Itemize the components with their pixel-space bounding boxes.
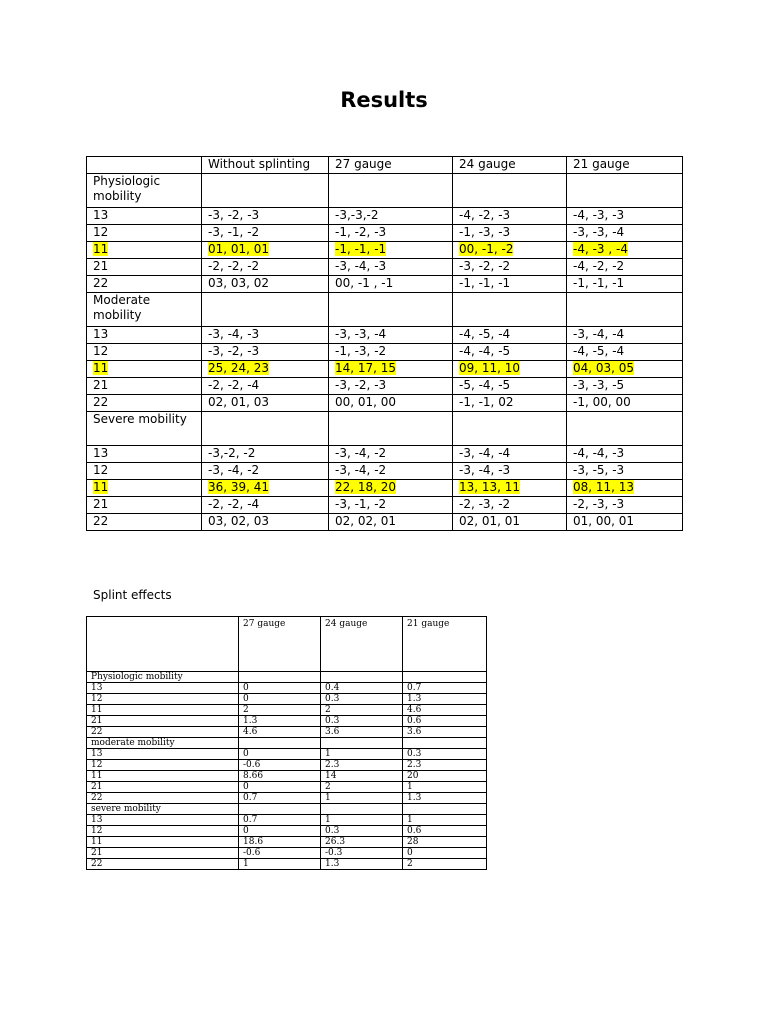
value-cell: 0	[239, 782, 321, 793]
highlighted-value: 09, 11, 10	[459, 361, 521, 375]
value-cell	[453, 242, 567, 259]
table-row	[87, 782, 487, 793]
value-cell: -1, -1, 02	[453, 395, 567, 412]
section-row	[87, 672, 487, 683]
table-row	[87, 378, 683, 395]
empty-cell	[329, 412, 453, 446]
table-row	[87, 225, 683, 242]
tooth-number: 22	[87, 395, 202, 412]
tooth-number: 21	[87, 848, 239, 859]
tooth-number: 13	[87, 749, 239, 760]
table-row	[87, 497, 683, 514]
value-cell: -3, -3, -5	[567, 378, 683, 395]
value-cell: 0.3	[321, 826, 403, 837]
value-cell: 0	[239, 683, 321, 694]
tooth-number: 22	[87, 727, 239, 738]
table-row	[87, 837, 487, 848]
empty-cell	[453, 412, 567, 446]
value-cell: 03, 02, 03	[202, 514, 329, 531]
column-header	[87, 157, 202, 174]
table-row	[87, 208, 683, 225]
table-row	[87, 463, 683, 480]
value-cell: -1, -3, -3	[453, 225, 567, 242]
value-cell: -3,-3,-2	[329, 208, 453, 225]
empty-cell	[329, 174, 453, 208]
tooth-number: 21	[87, 378, 202, 395]
value-cell: -4, -2, -2	[567, 259, 683, 276]
value-cell: 14	[321, 771, 403, 782]
empty-cell	[453, 293, 567, 327]
results-table	[86, 156, 683, 531]
value-cell: 01, 00, 01	[567, 514, 683, 531]
tooth-number: 13	[87, 208, 202, 225]
value-cell: -3, -4, -3	[329, 259, 453, 276]
splint-effects-heading: Splint effects	[93, 588, 172, 602]
table-row	[87, 815, 487, 826]
empty-cell	[403, 738, 487, 749]
tooth-number: 11	[87, 771, 239, 782]
value-cell: -3, -2, -3	[202, 208, 329, 225]
table-row	[87, 395, 683, 412]
value-cell: -2, -2, -2	[202, 259, 329, 276]
highlighted-value: 01, 01, 01	[208, 242, 270, 256]
value-cell: -2, -2, -4	[202, 497, 329, 514]
value-cell: 03, 03, 02	[202, 276, 329, 293]
value-cell: 1.3	[403, 793, 487, 804]
value-cell	[329, 480, 453, 497]
value-cell: 0	[239, 694, 321, 705]
value-cell: -1, 00, 00	[567, 395, 683, 412]
value-cell	[329, 242, 453, 259]
empty-cell	[239, 804, 321, 815]
empty-cell	[202, 174, 329, 208]
tooth-number: 12	[87, 826, 239, 837]
value-cell: 1	[321, 815, 403, 826]
table-row	[87, 446, 683, 463]
tooth-number	[87, 242, 202, 259]
table-row	[87, 683, 487, 694]
highlighted-value: -4, -3 , -4	[573, 242, 628, 256]
tooth-number: 12	[87, 344, 202, 361]
tooth-number: 12	[87, 760, 239, 771]
value-cell: -3, -4, -3	[453, 463, 567, 480]
value-cell: 0.3	[321, 716, 403, 727]
section-label: Physiologic mobility	[87, 672, 239, 683]
tooth-number: 21	[87, 259, 202, 276]
header-row	[87, 157, 683, 174]
value-cell	[202, 242, 329, 259]
section-label: severe mobility	[87, 804, 239, 815]
value-cell: 3.6	[403, 727, 487, 738]
value-cell: 0.7	[239, 815, 321, 826]
tooth-number: 21	[87, 782, 239, 793]
highlighted-value: -1, -1, -1	[335, 242, 387, 256]
value-cell: -4, -5, -4	[453, 327, 567, 344]
value-cell: -3, -4, -2	[329, 446, 453, 463]
value-cell: 2	[321, 705, 403, 716]
value-cell: -1, -2, -3	[329, 225, 453, 242]
empty-cell	[239, 738, 321, 749]
section-row	[87, 804, 487, 815]
value-cell: -3, -2, -3	[202, 344, 329, 361]
highlighted-value: 25, 24, 23	[208, 361, 270, 375]
section-row	[87, 174, 683, 208]
tooth-number	[87, 480, 202, 497]
table-row	[87, 826, 487, 837]
empty-cell	[453, 174, 567, 208]
table-row	[87, 694, 487, 705]
highlighted-value: 36, 39, 41	[208, 480, 270, 494]
value-cell: -4, -5, -4	[567, 344, 683, 361]
highlighted-value: 22, 18, 20	[335, 480, 397, 494]
table-row	[87, 705, 487, 716]
table-row	[87, 771, 487, 782]
value-cell: -4, -2, -3	[453, 208, 567, 225]
value-cell	[202, 361, 329, 378]
tooth-number: 21	[87, 716, 239, 727]
value-cell: -5, -4, -5	[453, 378, 567, 395]
section-label: Severe mobility	[87, 412, 202, 446]
value-cell: 0.6	[403, 716, 487, 727]
table-row	[87, 514, 683, 531]
value-cell: -3, -4, -4	[567, 327, 683, 344]
value-cell: 0.3	[321, 694, 403, 705]
empty-cell	[321, 738, 403, 749]
header-row	[87, 617, 487, 672]
value-cell: -3, -1, -2	[329, 497, 453, 514]
value-cell: -4, -4, -3	[567, 446, 683, 463]
value-cell: 26.3	[321, 837, 403, 848]
highlighted-value: 11	[93, 361, 109, 375]
value-cell: -0.6	[239, 760, 321, 771]
tooth-number: 12	[87, 694, 239, 705]
tooth-number: 11	[87, 705, 239, 716]
tooth-number: 13	[87, 327, 202, 344]
column-header: 27 gauge	[329, 157, 453, 174]
highlighted-value: 08, 11, 13	[573, 480, 635, 494]
value-cell	[567, 242, 683, 259]
value-cell: 1	[403, 782, 487, 793]
column-header: 24 gauge	[321, 617, 403, 672]
tooth-number: 22	[87, 859, 239, 870]
column-header: 27 gauge	[239, 617, 321, 672]
table-row	[87, 716, 487, 727]
value-cell: -3, -4, -3	[202, 327, 329, 344]
value-cell: 1.3	[403, 694, 487, 705]
table-row	[87, 749, 487, 760]
highlighted-value: 11	[93, 480, 109, 494]
value-cell: 3.6	[321, 727, 403, 738]
value-cell: -2, -3, -3	[567, 497, 683, 514]
table-row	[87, 480, 683, 497]
column-header	[87, 617, 239, 672]
value-cell: 02, 01, 03	[202, 395, 329, 412]
value-cell	[453, 480, 567, 497]
value-cell: 0	[239, 826, 321, 837]
empty-cell	[321, 672, 403, 683]
value-cell: 1	[321, 793, 403, 804]
empty-cell	[321, 804, 403, 815]
empty-cell	[403, 672, 487, 683]
table-row	[87, 327, 683, 344]
value-cell: -3,-2, -2	[202, 446, 329, 463]
splint-effects-table	[86, 616, 487, 870]
value-cell: -3, -4, -2	[329, 463, 453, 480]
table-row	[87, 242, 683, 259]
empty-cell	[202, 412, 329, 446]
section-row	[87, 293, 683, 327]
value-cell: -2, -2, -4	[202, 378, 329, 395]
section-label: Moderate mobility	[87, 293, 202, 327]
value-cell: 1.3	[321, 859, 403, 870]
value-cell: -3, -3, -4	[329, 327, 453, 344]
value-cell: 00, -1 , -1	[329, 276, 453, 293]
value-cell: 02, 01, 01	[453, 514, 567, 531]
tooth-number	[87, 361, 202, 378]
value-cell: -4, -3, -3	[567, 208, 683, 225]
highlighted-value: 00, -1, -2	[459, 242, 514, 256]
value-cell: 28	[403, 837, 487, 848]
value-cell: 1	[403, 815, 487, 826]
value-cell	[567, 361, 683, 378]
tooth-number: 11	[87, 837, 239, 848]
section-label: moderate mobility	[87, 738, 239, 749]
empty-cell	[567, 293, 683, 327]
value-cell	[329, 361, 453, 378]
value-cell: 0.3	[403, 749, 487, 760]
section-label: Physiologic mobility	[87, 174, 202, 208]
value-cell: 4.6	[403, 705, 487, 716]
empty-cell	[202, 293, 329, 327]
value-cell: -3, -5, -3	[567, 463, 683, 480]
table-row	[87, 727, 487, 738]
value-cell: 02, 02, 01	[329, 514, 453, 531]
value-cell: 18.6	[239, 837, 321, 848]
highlighted-value: 13, 13, 11	[459, 480, 521, 494]
section-row	[87, 738, 487, 749]
value-cell: 1.3	[239, 716, 321, 727]
tooth-number: 22	[87, 276, 202, 293]
tooth-number: 22	[87, 514, 202, 531]
table-row	[87, 361, 683, 378]
value-cell: -3, -4, -2	[202, 463, 329, 480]
value-cell: 2	[321, 782, 403, 793]
value-cell: -3, -1, -2	[202, 225, 329, 242]
empty-cell	[567, 174, 683, 208]
value-cell: 2	[403, 859, 487, 870]
empty-cell	[403, 804, 487, 815]
value-cell: 4.6	[239, 727, 321, 738]
table-row	[87, 259, 683, 276]
table-row	[87, 276, 683, 293]
value-cell: 0.7	[403, 683, 487, 694]
value-cell: -0.3	[321, 848, 403, 859]
table-row	[87, 793, 487, 804]
value-cell: 00, 01, 00	[329, 395, 453, 412]
value-cell: -3, -4, -4	[453, 446, 567, 463]
value-cell: 2	[239, 705, 321, 716]
highlighted-value: 11	[93, 242, 109, 256]
tooth-number: 12	[87, 225, 202, 242]
table-row	[87, 344, 683, 361]
value-cell: 2.3	[321, 760, 403, 771]
value-cell: 0.6	[403, 826, 487, 837]
value-cell: 0.7	[239, 793, 321, 804]
tooth-number: 13	[87, 683, 239, 694]
value-cell: -4, -4, -5	[453, 344, 567, 361]
value-cell: 2.3	[403, 760, 487, 771]
tooth-number: 13	[87, 446, 202, 463]
value-cell: -2, -3, -2	[453, 497, 567, 514]
value-cell: -1, -1, -1	[567, 276, 683, 293]
section-row	[87, 412, 683, 446]
tooth-number: 22	[87, 793, 239, 804]
value-cell: 0	[239, 749, 321, 760]
page-title: Results	[340, 88, 428, 112]
value-cell: -3, -3, -4	[567, 225, 683, 242]
highlighted-value: 14, 17, 15	[335, 361, 397, 375]
value-cell: -3, -2, -2	[453, 259, 567, 276]
table-row	[87, 848, 487, 859]
value-cell: -3, -2, -3	[329, 378, 453, 395]
value-cell	[202, 480, 329, 497]
empty-cell	[329, 293, 453, 327]
column-header: 21 gauge	[403, 617, 487, 672]
tooth-number: 21	[87, 497, 202, 514]
value-cell: 8.66	[239, 771, 321, 782]
table-row	[87, 760, 487, 771]
column-header: 21 gauge	[567, 157, 683, 174]
value-cell: -1, -1, -1	[453, 276, 567, 293]
highlighted-value: 04, 03, 05	[573, 361, 635, 375]
value-cell: -1, -3, -2	[329, 344, 453, 361]
tooth-number: 13	[87, 815, 239, 826]
value-cell	[567, 480, 683, 497]
value-cell: 1	[239, 859, 321, 870]
tooth-number: 12	[87, 463, 202, 480]
column-header: Without splinting	[202, 157, 329, 174]
value-cell: 0.4	[321, 683, 403, 694]
value-cell: 1	[321, 749, 403, 760]
value-cell	[453, 361, 567, 378]
empty-cell	[239, 672, 321, 683]
value-cell: 0	[403, 848, 487, 859]
table-row	[87, 859, 487, 870]
column-header: 24 gauge	[453, 157, 567, 174]
empty-cell	[567, 412, 683, 446]
value-cell: -0.6	[239, 848, 321, 859]
value-cell: 20	[403, 771, 487, 782]
